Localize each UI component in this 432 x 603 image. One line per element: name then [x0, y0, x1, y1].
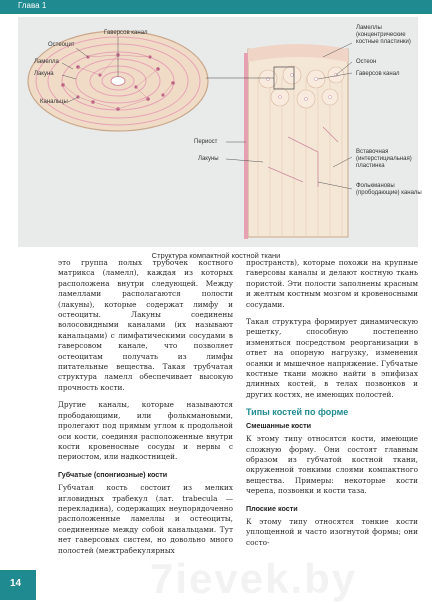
paragraph: это группа полых трубочек костного матрикса (ламелл), каждая из которых расположена внутри следующей. Между ламеллами располагаются полости (лакуны), которые содержат лимфу и остеоциты. Лакуны соединены волосовидными каналами (их называют канальцами) с лимфатическими сосудами в гаверсовом канале, что позволяет остеоцитам получать из лимфы питательные вещества. Такая трубчатая структура ламелл обеспечивает высокую прочность кости. [58, 258, 233, 392]
haversian-canal-center [111, 77, 125, 86]
section-title-bone-types: Типы костей по форме [246, 407, 349, 418]
watermark: 7ievek.by [150, 555, 358, 602]
label-lamellae-concentric: Ламеллы (концентрические костные пластинки) [356, 25, 411, 45]
label-interstitial: Вставочная (интерстициальная) пластинка [356, 149, 412, 169]
label-periosteum: Периост [194, 139, 218, 145]
paragraph: К этому типу относятся тонкие кости уплощенной и часто изогнутой формы; они состо- [246, 516, 418, 547]
label-canaliculi: Канальцы [40, 99, 68, 105]
subheading-flat-bones: Плоские кости [246, 503, 298, 513]
label-osteon: Остеон [356, 59, 377, 65]
paragraph: Губчатая кость состоит из мелких игловидных трабекул (лат. trabecula — перекладина), содержащих неупорядоченно расположенные ламеллы и остеоциты, соединенные между собой канальцами. Тут нет гаверсовых систем, но довольно много полостей (межтрабекулярных [58, 483, 233, 555]
bone-illustration [18, 17, 418, 247]
page-number: 14 [10, 578, 22, 589]
label-volkmann: Фолькмановы (прободающие) каналы [356, 183, 422, 196]
right-text-column [246, 258, 418, 555]
paragraph: К этому типу относятся кости, имеющие сложную форму. Они состоят главным образом из губчатой костной ткани, окруженной тонкими слоями компактного вещества. Примеры: некоторые кости черепа, позвонки и кости таза. [246, 434, 418, 496]
bone-structure-figure [18, 17, 422, 260]
subheading-mixed-bones: Смешанные кости [246, 420, 312, 430]
label-lamellae: Ламелла [34, 59, 59, 65]
label-lacunae: Лакуны [198, 156, 219, 162]
chapter-header-bar [0, 0, 432, 14]
subheading-spongy-bone: Губчатые (спонгиозные) кости [58, 469, 168, 479]
paragraph: пространств), которые похожи на крупные гаверсовы каналы и делают костную ткань пористой. Эти полости заполнены красным и желтым костным мозгом и кровеносными сосудами. [246, 258, 418, 309]
paragraph: Такая структура формирует динамическую решетку, способную постепенно изменяться посредством реорганизации в ответ на опорную нагрузку, изменения осанки и мышечное напряжение. Губчатые костные ткани можно найти в эпифизах длинных костей, в телах позвонков и других костях, не имеющих полостей. [246, 317, 418, 399]
left-text-column [58, 258, 233, 563]
page-number-tab [0, 570, 36, 600]
label-osteocyte: Остеоцит [48, 42, 75, 48]
label-lacuna: Лакуна [34, 71, 54, 77]
paragraph: Другие каналы, которые называются прободающими, или фолькмановыми, пролегают под прямым углом к продольной оси кости, соединяя расположенные внутри кости кровеносные сосуды и нервы с периостом, или надкостницей. [58, 400, 233, 462]
label-haversian-canal-right: Гаверсов канал [356, 71, 400, 77]
chapter-title: Глава 1 [18, 1, 47, 10]
label-haversian-canal-top: Гаверсов канал [104, 30, 148, 36]
figure-caption: Структура компактной костной ткани [151, 251, 281, 260]
